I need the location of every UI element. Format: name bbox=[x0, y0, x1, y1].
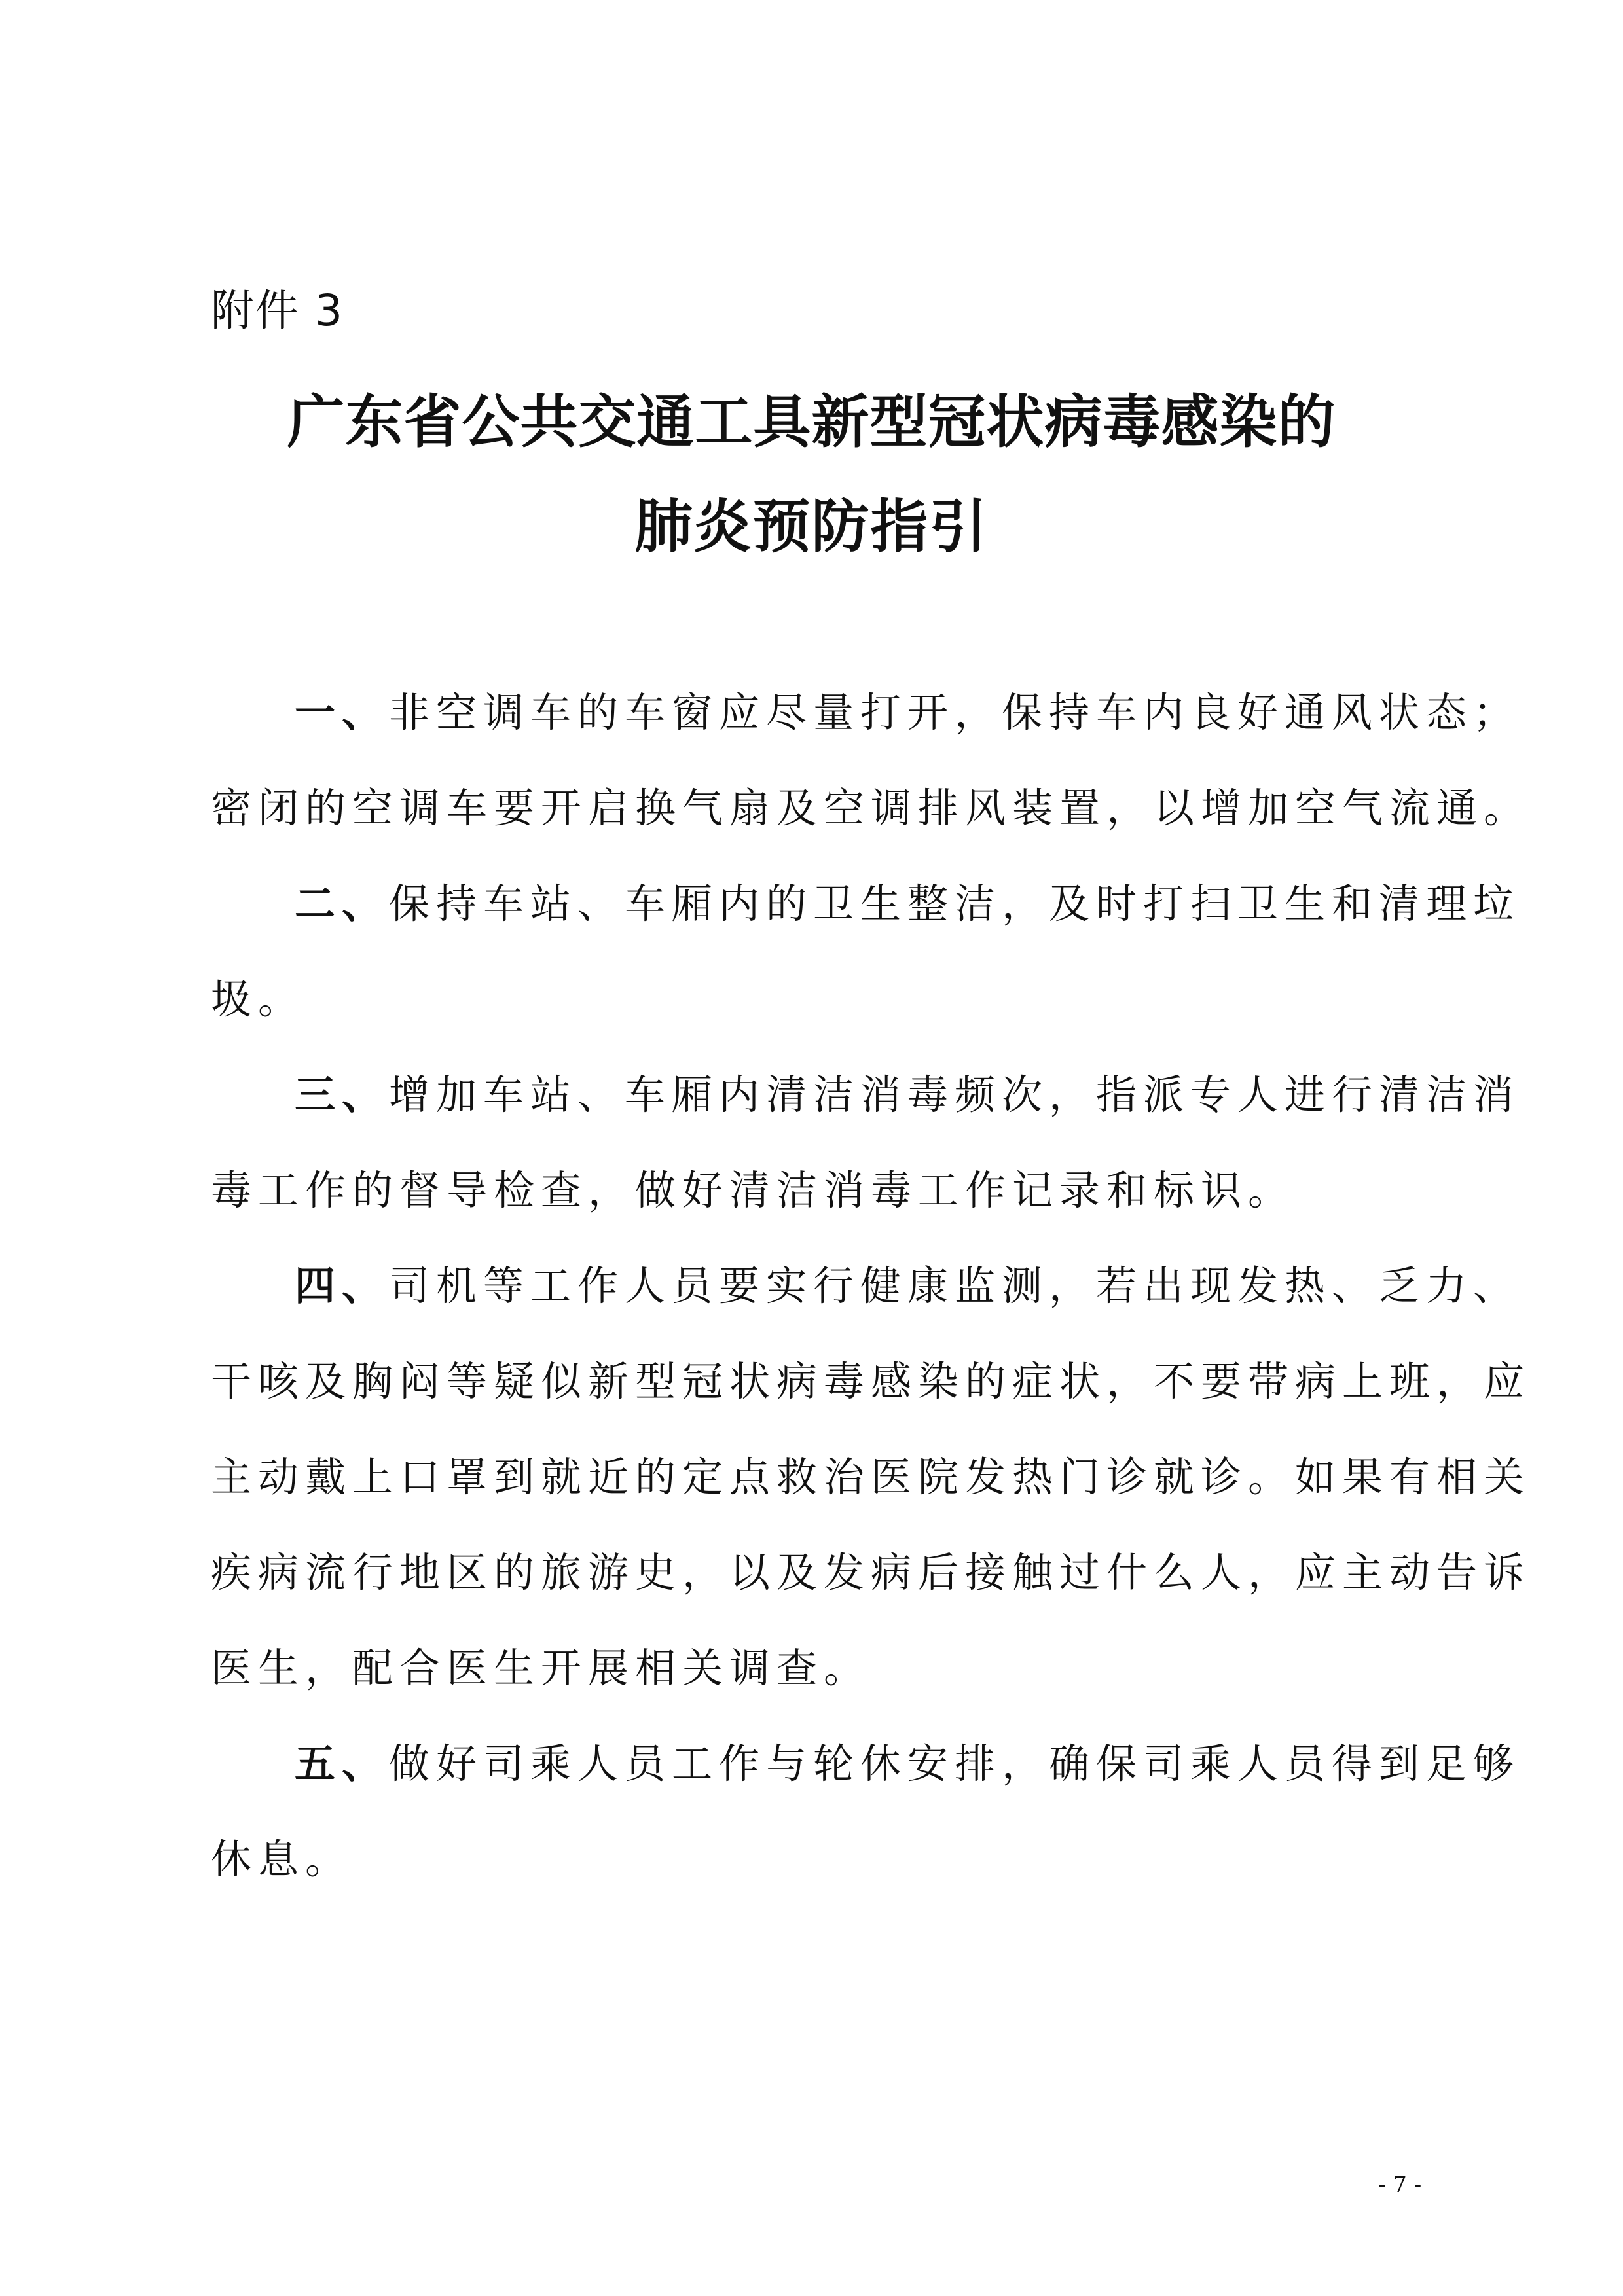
page-number: - 7 - bbox=[1378, 2172, 1422, 2198]
document-title-line-1: 广东省公共交通工具新型冠状病毒感染的 bbox=[287, 387, 1336, 456]
section-2-line-1 bbox=[295, 880, 1521, 927]
section-5-number: 五、 bbox=[295, 1740, 390, 1787]
section-1-line-2: 密闭的空调车要开启换气扇及空调排风装置，以增加空气流通。 bbox=[211, 784, 1531, 832]
section-5-line-2: 休息。 bbox=[211, 1835, 353, 1883]
attachment-label: 附件 3 bbox=[211, 285, 344, 336]
section-4-line-4: 疾病流行地区的旅游史，以及发病后接触过什么人，应主动告诉 bbox=[211, 1549, 1531, 1596]
section-4-number: 四、 bbox=[295, 1262, 390, 1310]
section-3-line-1 bbox=[295, 1071, 1521, 1119]
section-1-line-1 bbox=[295, 689, 1521, 736]
section-4-line-3: 主动戴上口罩到就近的定点救治医院发热门诊就诊。如果有相关 bbox=[211, 1453, 1531, 1501]
section-3-text-1: 增加车站、车厢内清洁消毒频次，指派专人进行清洁消 bbox=[389, 1071, 1521, 1119]
section-2-text-1: 保持车站、车厢内的卫生整洁，及时打扫卫生和清理垃 bbox=[389, 880, 1521, 927]
document-title-line-2: 肺炎预防指引 bbox=[634, 492, 989, 560]
section-2-number: 二、 bbox=[295, 880, 390, 927]
section-4-line-2: 干咳及胸闷等疑似新型冠状病毒感染的症状，不要带病上班，应 bbox=[211, 1357, 1531, 1405]
section-3-number: 三、 bbox=[295, 1071, 390, 1119]
section-3-line-2: 毒工作的督导检查，做好清洁消毒工作记录和标识。 bbox=[211, 1166, 1296, 1214]
section-4-line-1 bbox=[295, 1262, 1521, 1310]
section-1-text-1: 非空调车的车窗应尽量打开，保持车内良好通风状态； bbox=[389, 689, 1521, 736]
section-5-line-1 bbox=[295, 1740, 1521, 1787]
section-5-text-1: 做好司乘人员工作与轮休安排，确保司乘人员得到足够 bbox=[389, 1740, 1521, 1787]
section-1-number: 一、 bbox=[295, 689, 390, 736]
section-2-line-2: 圾。 bbox=[211, 975, 306, 1023]
section-4-text-1: 司机等工作人员要实行健康监测，若出现发热、乏力、 bbox=[389, 1262, 1521, 1310]
section-4-line-5: 医生，配合医生开展相关调查。 bbox=[211, 1644, 871, 1692]
